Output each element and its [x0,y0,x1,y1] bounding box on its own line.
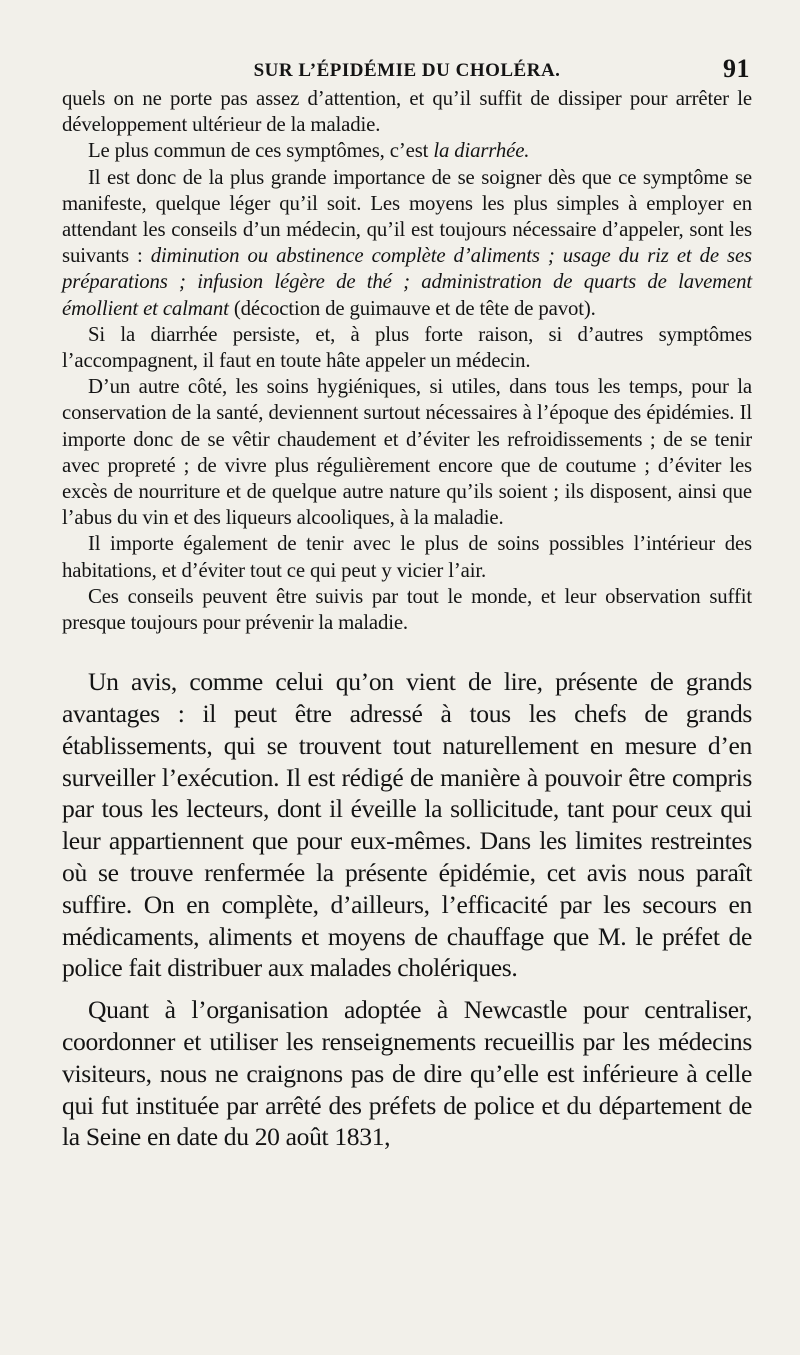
running-head [62,48,752,83]
small-print-paragraph [62,531,752,583]
main-text-paragraph [62,994,752,1153]
small-print-paragraph [62,86,752,138]
body-text: Le plus commun de ces symptômes, c’est [88,139,434,163]
small-print-paragraph [62,374,752,531]
small-print-paragraph [62,138,752,164]
body-text: Ces conseils peuvent être suivis par tout le monde, et leur observation suffit presque toujours pour prévenir la maladie. [62,584,752,635]
body-text: Si la diarrhée persiste, et, à plus forte raison, si d’autres symptômes l’accompagnent, il faut en toute hâte appeler un médecin. [62,322,752,373]
body-text: D’un autre côté, les soins hygiéniques, si utiles, dans tous les temps, pour la conservation de la santé, deviennent surtout nécessaires à l’époque des épidémies. Il importe donc de se vêtir chaudement et d’éviter les refroidissements ; de se tenir avec propreté ; de vivre plus régulièrement encore que de coutume ; d’éviter les excès de nourriture et de quelque autre nature qu’ils soient ; ils disposent, ainsi que l’abus du vin et des liqueurs alcooliques, à la maladie. [62,375,752,530]
main-text-paragraph [62,666,752,984]
running-head-title: SUR L’ÉPIDÉMIE DU CHOLÉRA. [253,60,561,81]
small-print-paragraph [62,322,752,374]
page-number: 91 [723,54,750,83]
main-text-block [62,666,752,1153]
body-text: Il importe également de tenir avec le plus de soins possibles l’intérieur des habitations, et d’éviter tout ce qui peut y vicier l’air. [62,532,752,582]
body-text: Un avis, comme celui qu’on vient de lire, présente de grands avantages : il peut être adressé à tous les chefs de grands établissements, qui se trouvent tout naturellement en mesure d’en surveiller l’exécution. Il est rédigé de manière à pouvoir être compris par tous les lecteurs, dont il éveille la sollicitude, tant pour ceux qui leur appartiennent que pour eux-mêmes. Dans les limites restreintes où se trouve renfermée la présente épidémie, cet avis nous paraît suffire. On en complète, d’ailleurs, l’efficacité par les secours en médicaments, aliments et moyens de chauffage que M. le préfet de police fait distribuer aux malades cholériques. [62,667,752,983]
italic-text: la diarrhée. [433,139,530,163]
small-print-paragraph [62,584,752,636]
body-text: Il est donc de la plus grande importance de se soigner dès que ce symptôme se manifeste, quelque léger qu’il soit. Les moyens les plus simples à employer en attendant les conseils d’un médecin, qu’il est toujours nécessaire d’appeler, sont les suivants : [62,165,752,268]
body-text: quels on ne porte pas assez d’attention, et qu’il suffit de dissiper pour arrêter le développement ultérieur de la maladie. [62,87,752,137]
small-print-block [62,86,752,636]
body-text: (décoction de guimauve et de tête de pavot). [228,296,596,320]
italic-text: diminution ou abstinence complète d’aliments ; usage du riz et de ses préparations ; infusion légère de thé ; administration de quarts de lavement émollient et calmant [62,244,752,320]
body-text: Quant à l’organisation adoptée à Newcastle pour centraliser, coordonner et utiliser les renseignements recueillis par les médecins visiteurs, nous ne craignons pas de dire qu’elle est inférieure à celle qui fut instituée par arrêté des préfets de police et du département de la Seine en date du 20 août 1831, [62,995,752,1152]
small-print-paragraph [62,165,752,322]
